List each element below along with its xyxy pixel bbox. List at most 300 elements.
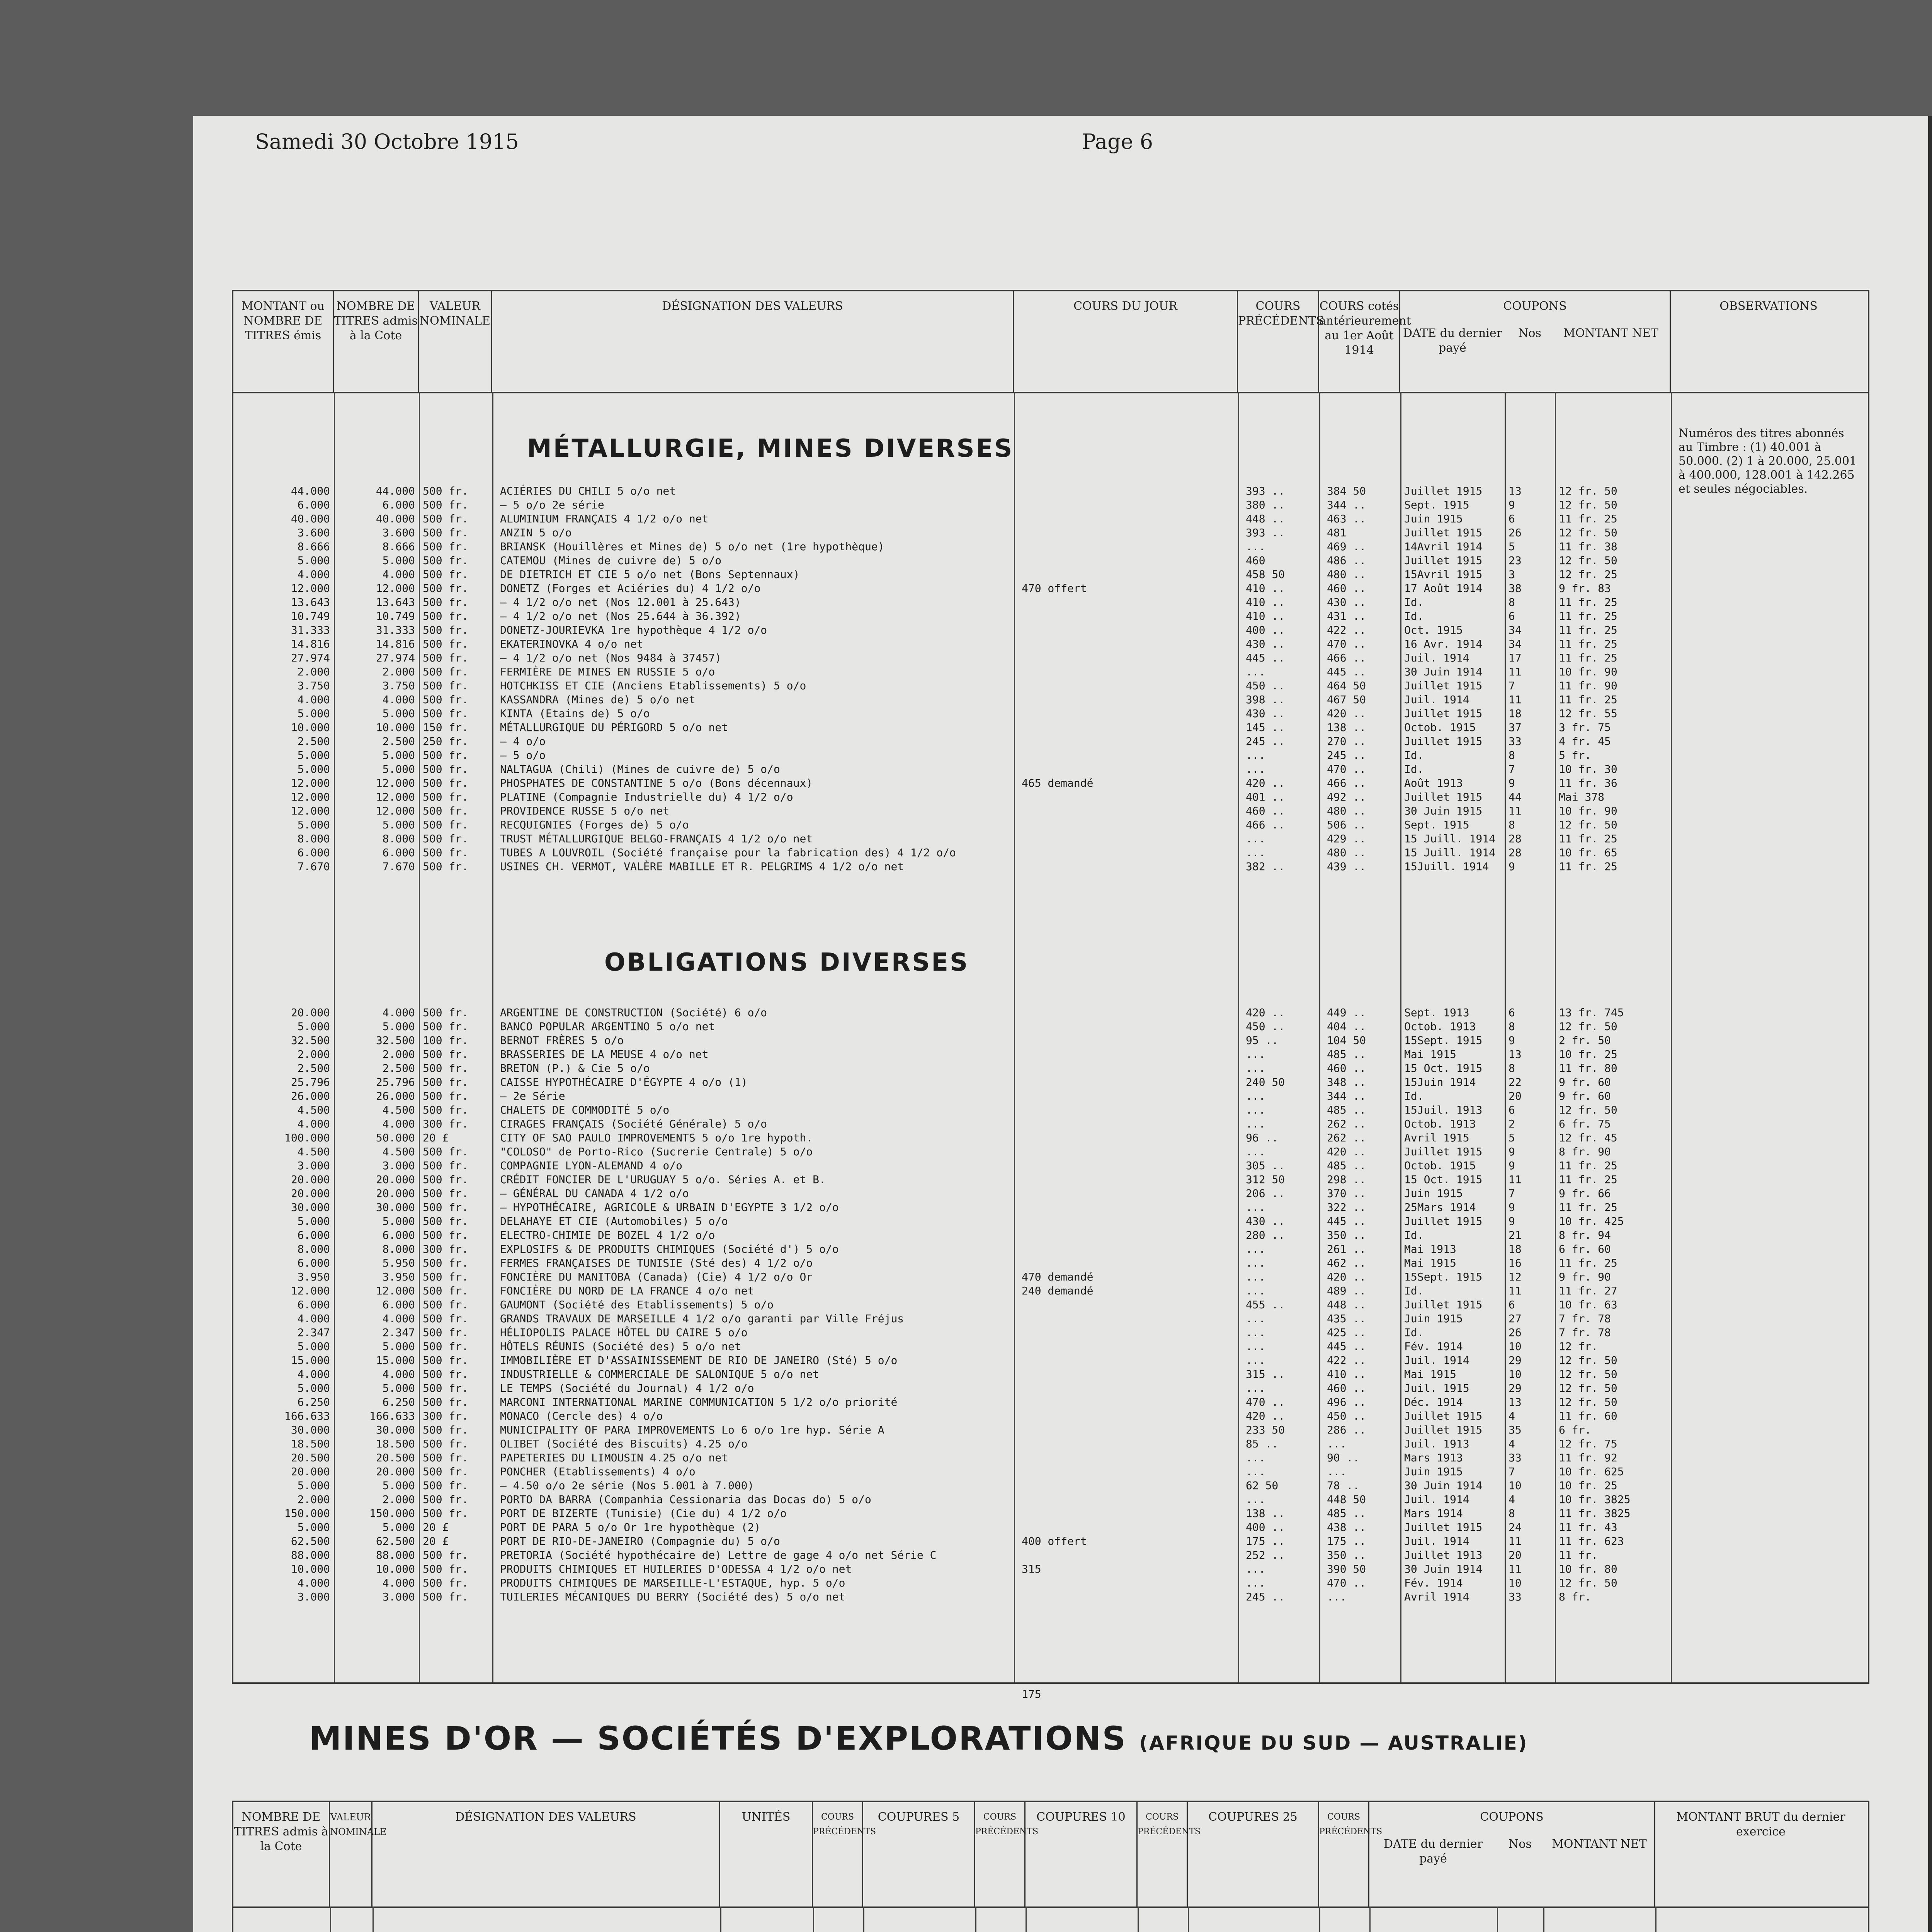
obligation-cell-nombre: 2.000 xyxy=(382,1048,415,1061)
obligation-cell-valeur: 500 fr. xyxy=(423,1201,469,1214)
metallurgie-cell-montant: 4.000 xyxy=(297,693,330,706)
metallurgie-row xyxy=(233,485,1868,498)
metallurgie-cell-designation: — 4 1/2 o/o net (Nos 12.001 à 25.643) xyxy=(500,596,741,609)
metallurgie-cell-valeur: 500 fr. xyxy=(423,638,469,650)
obligation-cell-cours-precedents: ... xyxy=(1246,1340,1265,1353)
metallurgie-cell-valeur: 500 fr. xyxy=(423,596,469,609)
obligation-cell-numero: 6 xyxy=(1509,1006,1515,1019)
metallurgie-cell-cours-precedents: 430 .. xyxy=(1246,638,1285,650)
metallurgie-cell-valeur: 500 fr. xyxy=(423,540,469,553)
obligation-cell-designation: FONCIÈRE DU MANITOBA (Canada) (Cie) 4 1/2 o/o Or xyxy=(500,1270,813,1283)
col-header-montant-net: MONTANT NET xyxy=(1563,327,1658,340)
metallurgie-cell-cours-precedents: 145 .. xyxy=(1246,721,1285,734)
metallurgie-cell-designation: FERMIÈRE DE MINES EN RUSSIE 5 o/o xyxy=(500,665,715,678)
obligation-cell-numero: 12 xyxy=(1509,1270,1522,1283)
metallurgie-cell-valeur: 500 fr. xyxy=(423,832,469,845)
obligation-cell-valeur: 500 fr. xyxy=(423,1076,469,1088)
metallurgie-cell-date: Id. xyxy=(1404,610,1424,622)
col-header-observations: OBSERVATIONS xyxy=(1719,299,1818,313)
obligation-cell-numero: 10 xyxy=(1509,1340,1522,1353)
metallurgie-cell-cours-precedents: ... xyxy=(1246,763,1265,776)
obligation-cell-montant-net: 9 fr. 60 xyxy=(1559,1090,1611,1102)
obligation-cell-numero: 20 xyxy=(1509,1090,1522,1102)
obligation-cell-date: Mai 1915 xyxy=(1404,1257,1456,1269)
metallurgie-cell-cours-precedents: 398 .. xyxy=(1246,693,1285,706)
obligation-cell-cours-precedents: 312 50 xyxy=(1246,1173,1285,1186)
obligation-cell-cours-precedents: 470 .. xyxy=(1246,1396,1285,1408)
obligation-cell-designation: COMPAGNIE LYON-ALEMAND 4 o/o xyxy=(500,1159,683,1172)
col2-header-coupons xyxy=(1369,1802,1655,1906)
obligation-cell-date: Sept. 1913 xyxy=(1404,1006,1469,1019)
metallurgie-row xyxy=(233,638,1868,651)
obligation-cell-valeur: 100 fr. xyxy=(423,1034,469,1047)
metallurgie-cell-cours-precedents: 401 .. xyxy=(1246,791,1285,803)
metallurgie-cell-nombre: 8.666 xyxy=(382,540,415,553)
col2-header-coupures5: COUPURES 5 xyxy=(863,1802,975,1906)
obligation-cell-nombre: 20.000 xyxy=(376,1173,415,1186)
metallurgie-cell-designation: USINES CH. VERMOT, VALÈRE MABILLE ET R. PELGRIMS 4 1/2 o/o net xyxy=(500,860,904,873)
metallurgie-cell-montant-net: 4 fr. 45 xyxy=(1559,735,1611,748)
obligation-cell-montant-net: 12 fr. 45 xyxy=(1559,1131,1617,1144)
metallurgie-cell-valeur: 500 fr. xyxy=(423,651,469,664)
metallurgie-cell-cours-anterieurs: 466 .. xyxy=(1327,777,1366,789)
metallurgie-cell-date: 17 Août 1914 xyxy=(1404,582,1483,595)
col2-header-net: MONTANT NET xyxy=(1552,1837,1647,1851)
metallurgie-cell-designation: KINTA (Etains de) 5 o/o xyxy=(500,707,650,720)
obligation-cell-cours-anterieurs: 261 .. xyxy=(1327,1243,1366,1255)
metallurgie-cell-montant: 3.750 xyxy=(297,679,330,692)
obligation-cell-cours-precedents: 138 .. xyxy=(1246,1507,1285,1520)
obligation-cell-montant: 20.000 xyxy=(291,1187,330,1200)
obligation-cell-designation: DELAHAYE ET CIE (Automobiles) 5 o/o xyxy=(500,1215,728,1228)
obligation-cell-nombre: 20.500 xyxy=(376,1451,415,1464)
metallurgie-cell-numero: 28 xyxy=(1509,846,1522,859)
obligation-cell-valeur: 500 fr. xyxy=(423,1048,469,1061)
obligation-cell-montant: 32.500 xyxy=(291,1034,330,1047)
metallurgie-cell-nombre: 2.500 xyxy=(382,735,415,748)
metallurgie-row xyxy=(233,679,1868,693)
obligation-cell-cours-precedents: 430 .. xyxy=(1246,1215,1285,1228)
obligation-cell-montant: 62.500 xyxy=(291,1535,330,1548)
obligation-cell-montant: 12.000 xyxy=(291,1284,330,1297)
metallurgie-cell-montant-net: 10 fr. 90 xyxy=(1559,804,1617,817)
metallurgie-row xyxy=(233,554,1868,568)
metallurgie-cell-cours-precedents: ... xyxy=(1246,832,1265,845)
metallurgie-row xyxy=(233,651,1868,665)
obligation-cell-montant: 2.000 xyxy=(297,1493,330,1506)
obligation-cell-valeur: 500 fr. xyxy=(423,1090,469,1102)
metallurgie-cell-date: 14Avril 1914 xyxy=(1404,540,1483,553)
col2-header-unites: UNITÉS xyxy=(720,1802,813,1906)
metallurgie-row xyxy=(233,665,1868,679)
obligation-cell-cours-anterieurs: 78 .. xyxy=(1327,1479,1360,1492)
securities-table-header xyxy=(233,291,1868,393)
obligation-cell-montant: 8.000 xyxy=(297,1243,330,1255)
obligation-cell-cours-anterieurs: 322 .. xyxy=(1327,1201,1366,1214)
obligation-cell-nombre: 26.000 xyxy=(376,1090,415,1102)
obligation-cell-montant: 88.000 xyxy=(291,1549,330,1561)
metallurgie-cell-cours-anterieurs: 384 50 xyxy=(1327,485,1366,497)
metallurgie-cell-cours-precedents: 445 .. xyxy=(1246,651,1285,664)
obligation-cell-montant: 4.500 xyxy=(297,1145,330,1158)
obligation-cell-designation: BRASSERIES DE LA MEUSE 4 o/o net xyxy=(500,1048,709,1061)
obligation-cell-numero: 13 xyxy=(1509,1396,1522,1408)
obligation-cell-cours-precedents: 240 50 xyxy=(1246,1076,1285,1088)
obligation-cell-cours-anterieurs: 450 .. xyxy=(1327,1410,1366,1422)
metallurgie-cell-numero: 8 xyxy=(1509,749,1515,762)
obligation-cell-valeur: 500 fr. xyxy=(423,1145,469,1158)
obligation-cell-cours-anterieurs: 410 .. xyxy=(1327,1368,1366,1381)
obligation-cell-cours-precedents: ... xyxy=(1246,1201,1265,1214)
obligation-cell-montant: 20.000 xyxy=(291,1006,330,1019)
obligation-cell-valeur: 300 fr. xyxy=(423,1243,469,1255)
obligation-cell-montant: 5.000 xyxy=(297,1020,330,1033)
obligation-cell-valeur: 500 fr. xyxy=(423,1451,469,1464)
obligation-row xyxy=(233,1423,1868,1437)
obligation-cell-nombre: 5.000 xyxy=(382,1479,415,1492)
metallurgie-cell-cours-anterieurs: 245 .. xyxy=(1327,749,1366,762)
obligation-cell-montant: 6.000 xyxy=(297,1257,330,1269)
obligation-cell-cours-precedents: ... xyxy=(1246,1451,1265,1464)
obligation-cell-date: Juillet 1915 xyxy=(1404,1298,1483,1311)
gold-mines-subtitle: (AFRIQUE DU SUD — AUSTRALIE) xyxy=(1139,1732,1528,1754)
obligation-cell-cours-anterieurs: 449 .. xyxy=(1327,1006,1366,1019)
obligation-cell-designation: PORT DE RIO-DE-JANEIRO (Compagnie du) 5 o/o xyxy=(500,1535,780,1548)
metallurgie-cell-cours-anterieurs: 467 50 xyxy=(1327,693,1366,706)
obligation-row xyxy=(233,1020,1868,1034)
metallurgie-cell-valeur: 500 fr. xyxy=(423,693,469,706)
metallurgie-cell-date: Juillet 1915 xyxy=(1404,554,1483,567)
obligation-cell-cours-precedents: ... xyxy=(1246,1117,1265,1130)
metallurgie-cell-cours-precedents: 410 .. xyxy=(1246,582,1285,595)
obligation-cell-numero: 18 xyxy=(1509,1243,1522,1255)
obligation-cell-cours-precedents: 62 50 xyxy=(1246,1479,1279,1492)
obligation-cell-date: 30 Juin 1914 xyxy=(1404,1563,1483,1575)
metallurgie-cell-valeur: 500 fr. xyxy=(423,665,469,678)
obligation-cell-nombre: 25.796 xyxy=(376,1076,415,1088)
obligation-cell-cours-anterieurs: ... xyxy=(1327,1590,1347,1603)
metallurgie-cell-designation: ANZIN 5 o/o xyxy=(500,526,572,539)
obligation-row xyxy=(233,1006,1868,1020)
metallurgie-row xyxy=(233,818,1868,832)
obligation-cell-designation: MONACO (Cercle des) 4 o/o xyxy=(500,1410,663,1422)
obligation-cell-date: Mai 1913 xyxy=(1404,1243,1456,1255)
obligation-cell-designation: MARCONI INTERNATIONAL MARINE COMMUNICATION 5 1/2 o/o priorité xyxy=(500,1396,898,1408)
metallurgie-cell-montant-net: 11 fr. 25 xyxy=(1559,860,1617,873)
metallurgie-cell-cours-anterieurs: 506 .. xyxy=(1327,818,1366,831)
obligation-cell-designation: PORTO DA BARRA (Companhia Cessionaria das Docas do) 5 o/o xyxy=(500,1493,871,1506)
metallurgie-cell-montant: 14.816 xyxy=(291,638,330,650)
obligation-cell-valeur: 500 fr. xyxy=(423,1577,469,1589)
metallurgie-cell-numero: 28 xyxy=(1509,832,1522,845)
metallurgie-cell-designation: DONETZ (Forges et Aciéries du) 4 1/2 o/o xyxy=(500,582,761,595)
obligation-cell-numero: 33 xyxy=(1509,1590,1522,1603)
obligation-cell-date: 15Sept. 1915 xyxy=(1404,1270,1483,1283)
obligation-row xyxy=(233,1340,1868,1354)
col2-header-nombre: NOMBRE DE TITRES admis à la Cote xyxy=(233,1802,330,1906)
obligation-cell-designation: ELECTRO-CHIMIE DE BOZEL 4 1/2 o/o xyxy=(500,1229,715,1242)
metallurgie-cell-nombre: 10.749 xyxy=(376,610,415,622)
obligation-cell-date: Juil. 1914 xyxy=(1404,1354,1469,1367)
metallurgie-cell-date: 15 Juill. 1914 xyxy=(1404,846,1496,859)
metallurgie-cell-cours-precedents: 410 .. xyxy=(1246,610,1285,622)
obligation-cell-designation: — HYPOTHÉCAIRE, AGRICOLE & URBAIN D'EGYPTE 3 1/2 o/o xyxy=(500,1201,839,1214)
metallurgie-cell-montant: 2.000 xyxy=(297,665,330,678)
obligation-cell-valeur: 300 fr. xyxy=(423,1410,469,1422)
obligation-cell-cours-precedents: ... xyxy=(1246,1563,1265,1575)
obligation-cell-valeur: 500 fr. xyxy=(423,1173,469,1186)
obligation-cell-numero: 7 xyxy=(1509,1187,1515,1200)
obligation-cell-cours-precedents: ... xyxy=(1246,1243,1265,1255)
obligation-row xyxy=(233,1451,1868,1465)
obligation-cell-montant-net: 11 fr. 623 xyxy=(1559,1535,1624,1548)
metallurgie-cell-numero: 7 xyxy=(1509,763,1515,776)
obligation-cell-cours-anterieurs: 370 .. xyxy=(1327,1187,1366,1200)
obligation-cell-montant: 2.500 xyxy=(297,1062,330,1075)
obligation-cell-nombre: 50.000 xyxy=(376,1131,415,1144)
obligation-cell-date: Juin 1915 xyxy=(1404,1312,1463,1325)
obligation-cell-designation: — 4.50 o/o 2e série (Nos 5.001 à 7.000) xyxy=(500,1479,754,1492)
metallurgie-row xyxy=(233,763,1868,777)
metallurgie-cell-montant: 8.000 xyxy=(297,832,330,845)
col2-header-cp3: COURS PRÉCÉDENTS xyxy=(1138,1802,1188,1906)
metallurgie-cell-cours-precedents: 393 .. xyxy=(1246,526,1285,539)
metallurgie-cell-numero: 11 xyxy=(1509,804,1522,817)
obligation-cell-valeur: 500 fr. xyxy=(423,1284,469,1297)
obligation-cell-montant: 20.000 xyxy=(291,1465,330,1478)
col2-header-cp1: COURS PRÉCÉDENTS xyxy=(813,1802,863,1906)
metallurgie-cell-nombre: 2.000 xyxy=(382,665,415,678)
obligation-cell-montant: 5.000 xyxy=(297,1479,330,1492)
obligation-cell-cours-precedents: ... xyxy=(1246,1257,1265,1269)
obligation-cell-valeur: 500 fr. xyxy=(423,1507,469,1520)
metallurgie-cell-nombre: 27.974 xyxy=(376,651,415,664)
obligation-cell-montant: 6.250 xyxy=(297,1396,330,1408)
obligation-cell-valeur: 500 fr. xyxy=(423,1563,469,1575)
metallurgie-cell-cours-anterieurs: 486 .. xyxy=(1327,554,1366,567)
obligation-cell-nombre: 2.000 xyxy=(382,1493,415,1506)
metallurgie-cell-montant: 5.000 xyxy=(297,707,330,720)
obligation-cell-montant: 18.500 xyxy=(291,1437,330,1450)
col2-header-date: DATE du dernier payé xyxy=(1384,1837,1483,1866)
metallurgie-cell-valeur: 500 fr. xyxy=(423,707,469,720)
obligation-cell-numero: 9 xyxy=(1509,1145,1515,1158)
obligation-cell-montant: 6.000 xyxy=(297,1298,330,1311)
obligation-cell-nombre: 6.000 xyxy=(382,1298,415,1311)
obligation-cell-date: Juil. 1915 xyxy=(1404,1382,1469,1395)
obligation-cell-cours-anterieurs: 435 .. xyxy=(1327,1312,1366,1325)
obligation-cell-designation: BERNOT FRÈRES 5 o/o xyxy=(500,1034,624,1047)
metallurgie-cell-montant-net: 12 fr. 50 xyxy=(1559,818,1617,831)
obligation-cell-cours-anterieurs: 350 .. xyxy=(1327,1229,1366,1242)
obligation-cell-designation: HÉLIOPOLIS PALACE HÔTEL DU CAIRE 5 o/o xyxy=(500,1326,748,1339)
obligation-row xyxy=(233,1507,1868,1521)
metallurgie-cell-montant: 8.666 xyxy=(297,540,330,553)
col-header-date: DATE du dernier payé xyxy=(1403,327,1502,355)
obligation-cell-valeur: 500 fr. xyxy=(423,1298,469,1311)
obligation-cell-date: 15Sept. 1915 xyxy=(1404,1034,1483,1047)
col2-header-valeur: VALEUR NOMINALE xyxy=(330,1802,372,1906)
obligation-cell-montant-net: 11 fr. 27 xyxy=(1559,1284,1617,1297)
obligation-cell-cours-anterieurs: 462 .. xyxy=(1327,1257,1366,1269)
obligation-cell-numero: 6 xyxy=(1509,1298,1515,1311)
metallurgie-cell-nombre: 12.000 xyxy=(376,791,415,803)
metallurgie-cell-date: 30 Juin 1915 xyxy=(1404,804,1483,817)
obligation-cell-montant: 10.000 xyxy=(291,1563,330,1575)
metallurgie-cell-cours-anterieurs: 492 .. xyxy=(1327,791,1366,803)
obligation-cell-nombre: 18.500 xyxy=(376,1437,415,1450)
metallurgie-cell-nombre: 4.000 xyxy=(382,693,415,706)
obligation-cell-valeur: 500 fr. xyxy=(423,1104,469,1116)
metallurgie-cell-nombre: 5.000 xyxy=(382,749,415,762)
obligation-cell-montant: 5.000 xyxy=(297,1382,330,1395)
obligation-cell-montant: 166.633 xyxy=(284,1410,330,1422)
metallurgie-cell-numero: 11 xyxy=(1509,693,1522,706)
metallurgie-row xyxy=(233,624,1868,638)
metallurgie-cell-nombre: 8.000 xyxy=(382,832,415,845)
obligation-cell-numero: 7 xyxy=(1509,1465,1515,1478)
obligation-cell-cours-precedents: ... xyxy=(1246,1354,1265,1367)
obligation-cell-montant: 20.000 xyxy=(291,1173,330,1186)
obligation-row xyxy=(233,1062,1868,1076)
obligation-cell-designation: IMMOBILIÈRE ET D'ASSAINISSEMENT DE RIO DE JANEIRO (Sté) 5 o/o xyxy=(500,1354,898,1367)
metallurgie-cell-date: Id. xyxy=(1404,763,1424,776)
metallurgie-cell-designation: ACIÉRIES DU CHILI 5 o/o net xyxy=(500,485,676,497)
obligation-cell-valeur: 500 fr. xyxy=(423,1020,469,1033)
obligation-cell-montant-net: 11 fr. 3825 xyxy=(1559,1507,1631,1520)
obligation-cell-montant: 30.000 xyxy=(291,1201,330,1214)
metallurgie-cell-cours-anterieurs: 470 .. xyxy=(1327,763,1366,776)
metallurgie-cell-montant: 5.000 xyxy=(297,749,330,762)
metallurgie-row xyxy=(233,568,1868,582)
obligation-cell-montant: 30.000 xyxy=(291,1423,330,1436)
metallurgie-cell-montant: 6.000 xyxy=(297,498,330,511)
metallurgie-cell-valeur: 500 fr. xyxy=(423,791,469,803)
metallurgie-cell-numero: 8 xyxy=(1509,596,1515,609)
obligation-cell-designation: BRETON (P.) & Cie 5 o/o xyxy=(500,1062,650,1075)
obligation-cell-cours-precedents: 305 .. xyxy=(1246,1159,1285,1172)
obligation-cell-cours-precedents: 175 .. xyxy=(1246,1535,1285,1548)
observations-note: Numéros des titres abonnés au Timbre : (1) 40.001 à 50.000. (2) 1 à 20.000, 25.001 à 400.000, 128.001 à 142.265 et seules négociables. xyxy=(1679,427,1857,496)
obligation-cell-date: Juil. 1913 xyxy=(1404,1437,1469,1450)
obligation-cell-numero: 11 xyxy=(1509,1173,1522,1186)
metallurgie-cell-designation: PLATINE (Compagnie Industrielle du) 4 1/2 o/o xyxy=(500,791,793,803)
obligation-cell-date: Fév. 1914 xyxy=(1404,1340,1463,1353)
obligation-cell-cours-anterieurs: 460 .. xyxy=(1327,1062,1366,1075)
metallurgie-cell-date: Juillet 1915 xyxy=(1404,679,1483,692)
metallurgie-cell-valeur: 500 fr. xyxy=(423,777,469,789)
obligation-row xyxy=(233,1104,1868,1117)
obligation-cell-nombre: 4.000 xyxy=(382,1006,415,1019)
metallurgie-row xyxy=(233,526,1868,540)
metallurgie-cell-montant-net: 3 fr. 75 xyxy=(1559,721,1611,734)
metallurgie-cell-montant-net: 11 fr. 25 xyxy=(1559,624,1617,636)
obligation-cell-valeur: 500 fr. xyxy=(423,1437,469,1450)
obligation-cell-designation: CITY OF SAO PAULO IMPROVEMENTS 5 o/o 1re hypoth. xyxy=(500,1131,813,1144)
obligation-cell-valeur: 500 fr. xyxy=(423,1229,469,1242)
obligation-cell-cours-anterieurs: 470 .. xyxy=(1327,1577,1366,1589)
obligation-cell-cours-precedents: 96 .. xyxy=(1246,1131,1279,1144)
metallurgie-cell-designation: TUBES A LOUVROIL (Société française pour la fabrication des) 4 1/2 o/o xyxy=(500,846,956,859)
day-quote-metallurgie: 470 offert xyxy=(1022,582,1087,595)
metallurgie-cell-numero: 9 xyxy=(1509,777,1515,789)
metallurgie-cell-numero: 6 xyxy=(1509,610,1515,622)
metallurgie-cell-numero: 26 xyxy=(1509,526,1522,539)
obligation-cell-nombre: 6.250 xyxy=(382,1396,415,1408)
obligation-cell-montant: 5.000 xyxy=(297,1340,330,1353)
obligation-row xyxy=(233,1215,1868,1229)
metallurgie-cell-cours-anterieurs: 464 50 xyxy=(1327,679,1366,692)
obligation-cell-numero: 6 xyxy=(1509,1104,1515,1116)
metallurgie-cell-nombre: 5.000 xyxy=(382,554,415,567)
obligation-cell-numero: 11 xyxy=(1509,1535,1522,1548)
obligation-cell-montant-net: 6 fr. xyxy=(1559,1423,1592,1436)
obligation-cell-date: Id. xyxy=(1404,1090,1424,1102)
metallurgie-cell-cours-anterieurs: 480 .. xyxy=(1327,846,1366,859)
obligation-cell-nombre: 5.000 xyxy=(382,1521,415,1534)
metallurgie-cell-cours-anterieurs: 138 .. xyxy=(1327,721,1366,734)
obligation-cell-numero: 4 xyxy=(1509,1437,1515,1450)
obligation-row xyxy=(233,1145,1868,1159)
obligation-cell-cours-anterieurs: 485 .. xyxy=(1327,1048,1366,1061)
obligation-cell-cours-precedents: ... xyxy=(1246,1312,1265,1325)
metallurgie-cell-montant: 4.000 xyxy=(297,568,330,581)
metallurgie-cell-numero: 8 xyxy=(1509,818,1515,831)
metallurgie-cell-montant: 7.670 xyxy=(297,860,330,873)
metallurgie-cell-cours-anterieurs: 445 .. xyxy=(1327,665,1366,678)
obligation-cell-nombre: 4.000 xyxy=(382,1312,415,1325)
metallurgie-cell-cours-precedents: ... xyxy=(1246,540,1265,553)
obligation-row xyxy=(233,1479,1868,1493)
metallurgie-cell-numero: 33 xyxy=(1509,735,1522,748)
obligation-cell-date: Id. xyxy=(1404,1229,1424,1242)
obligation-cell-nombre: 4.000 xyxy=(382,1368,415,1381)
metallurgie-cell-montant-net: Mai 378 xyxy=(1559,791,1605,803)
metallurgie-cell-cours-anterieurs: 431 .. xyxy=(1327,610,1366,622)
metallurgie-cell-cours-precedents: ... xyxy=(1246,665,1265,678)
metallurgie-cell-cours-precedents: 245 .. xyxy=(1246,735,1285,748)
obligation-cell-cours-precedents: ... xyxy=(1246,1270,1265,1283)
metallurgie-cell-montant-net: 10 fr. 90 xyxy=(1559,665,1617,678)
metallurgie-row xyxy=(233,791,1868,804)
col2-header-cp4: COURS PRÉCÉDENTS xyxy=(1319,1802,1369,1906)
obligation-cell-montant-net: 12 fr. 50 xyxy=(1559,1368,1617,1381)
metallurgie-cell-montant-net: 11 fr. 25 xyxy=(1559,596,1617,609)
metallurgie-cell-montant-net: 12 fr. 50 xyxy=(1559,485,1617,497)
metallurgie-row xyxy=(233,610,1868,624)
obligation-cell-numero: 11 xyxy=(1509,1284,1522,1297)
obligation-cell-numero: 22 xyxy=(1509,1076,1522,1088)
obligation-cell-valeur: 500 fr. xyxy=(423,1312,469,1325)
metallurgie-cell-cours-anterieurs: 481 xyxy=(1327,526,1347,539)
col2-header-cp2: COURS PRÉCÉDENTS xyxy=(975,1802,1026,1906)
obligation-cell-valeur: 500 fr. xyxy=(423,1257,469,1269)
obligation-row xyxy=(233,1090,1868,1104)
col2-header-brut: MONTANT BRUT du dernier exercice xyxy=(1676,1810,1845,1838)
metallurgie-cell-montant-net: 10 fr. 30 xyxy=(1559,763,1617,776)
obligation-cell-montant-net: 12 fr. 50 xyxy=(1559,1104,1617,1116)
gold-mines-title-text: MINES D'OR — SOCIÉTÉS D'EXPLORATIONS xyxy=(309,1719,1127,1757)
obligation-cell-montant: 4.000 xyxy=(297,1577,330,1589)
obligation-cell-date: 25Mars 1914 xyxy=(1404,1201,1476,1214)
obligation-cell-cours-precedents: 280 .. xyxy=(1246,1229,1285,1242)
metallurgie-cell-designation: — 5 o/o 2e série xyxy=(500,498,604,511)
obligation-cell-cours-anterieurs: 350 .. xyxy=(1327,1549,1366,1561)
obligation-cell-montant-net: 11 fr. 25 xyxy=(1559,1201,1617,1214)
obligation-cell-valeur: 20 £ xyxy=(423,1131,449,1144)
metallurgie-cell-numero: 7 xyxy=(1509,679,1515,692)
obligation-cell-cours-anterieurs: 262 .. xyxy=(1327,1117,1366,1130)
